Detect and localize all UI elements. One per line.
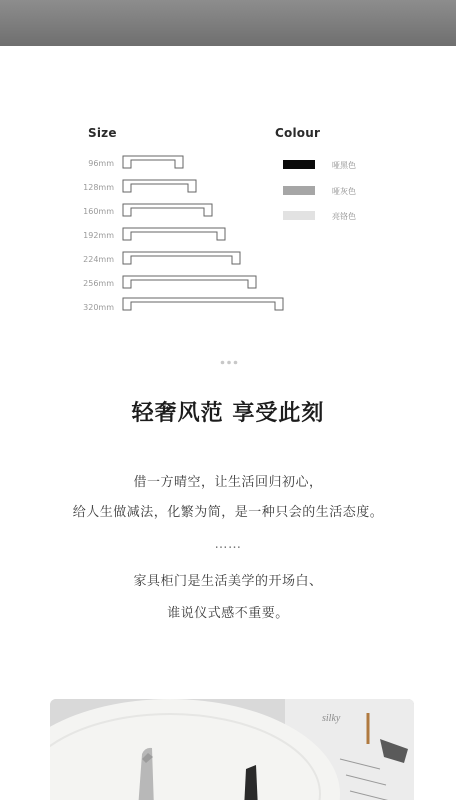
handle-outline-224 [123,252,240,264]
handle-outline-256 [123,276,256,288]
section-title: 轻奢风范 享受此刻 [131,401,325,426]
product-photo [50,699,414,800]
size-label-160: 160mm [83,207,114,216]
size-label-96: 96mm [88,159,114,168]
body-line-3: 家具柜门是生活美学的开场白、 [133,574,323,589]
size-heading: Size [88,126,117,140]
handle-outline-160 [123,204,212,216]
photo-script-text: silky [322,713,341,724]
swatch-label-matte-black: 哑黑色 [332,161,356,170]
black-handle [244,765,258,800]
size-label-320: 320mm [83,303,114,312]
handle-outline-128 [123,180,196,192]
size-label-192: 192mm [83,231,114,240]
dots-separator [220,360,238,365]
size-label-224: 224mm [83,255,114,264]
body-ellipsis: …… [214,537,242,552]
swatch-matte-grey [283,186,315,195]
handle-outline-96 [123,156,183,168]
body-line-2: 给人生做减法，化繁为简，是一种只会的生活态度。 [72,505,384,520]
handle-outline-192 [123,228,225,240]
product-photo-illustration [50,699,414,800]
size-label-256: 256mm [83,279,114,288]
swatch-label-matte-grey: 哑灰色 [332,187,356,196]
body-line-4: 谁说仪式感不重要。 [167,606,289,621]
size-label-128: 128mm [83,183,114,192]
handle-size-diagrams [0,0,456,340]
colour-heading: Colour [275,126,321,140]
handle-outline-320 [123,298,283,310]
swatch-matte-black [283,160,315,169]
swatch-bright-chrome [283,211,315,220]
swatch-label-bright-chrome: 亮铬色 [332,212,356,221]
body-line-1: 借一方晴空，让生活回归初心， [133,475,323,490]
